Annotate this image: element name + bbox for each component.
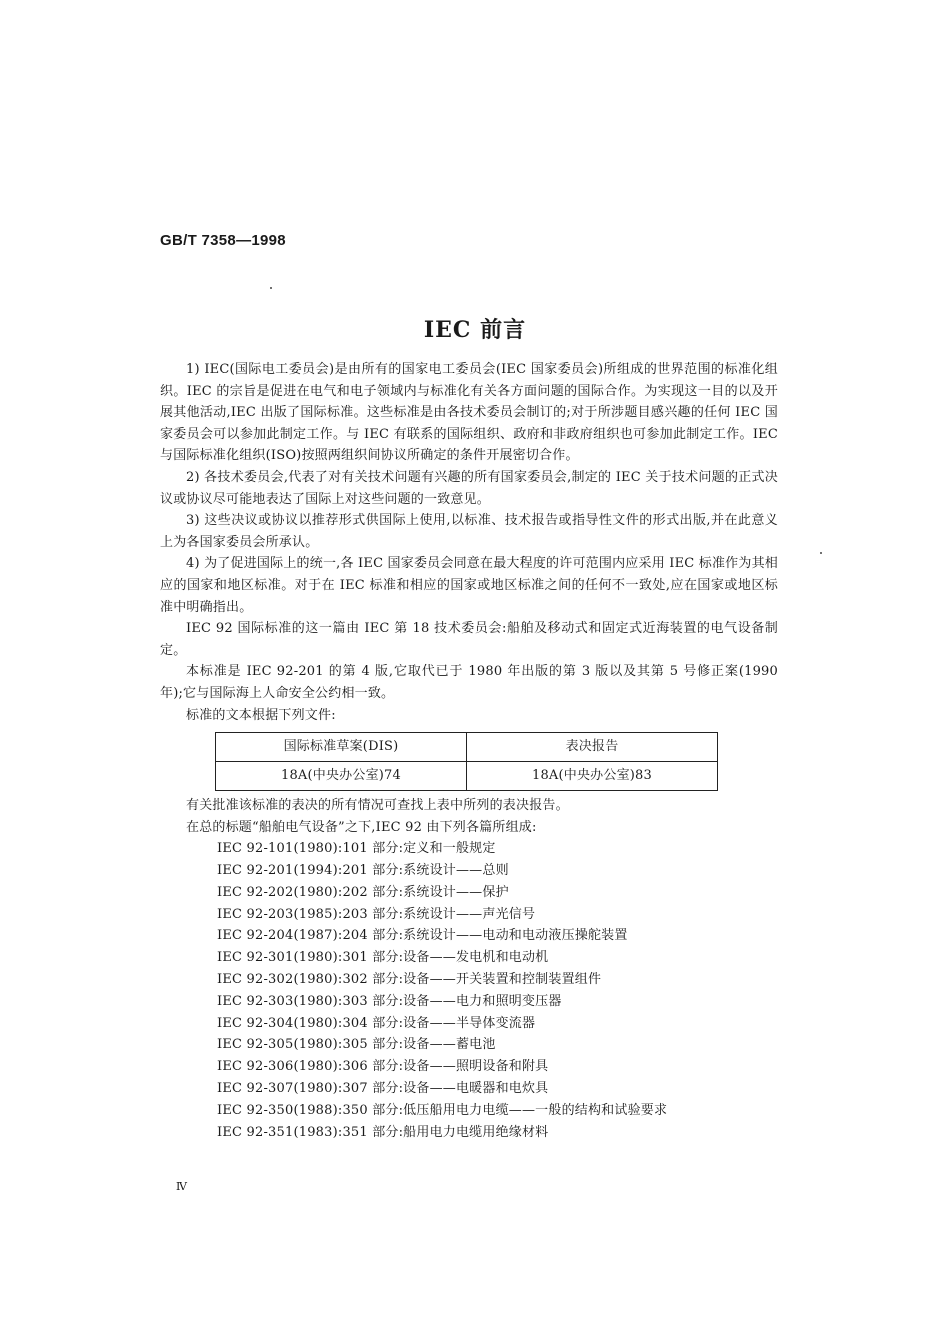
table-cell-dis: 18A(中央办公室)74 (216, 762, 467, 791)
list-item: IEC 92-304(1980):304 部分:设备——半导体变流器 (217, 1015, 536, 1031)
paragraph-2: 2) 各技术委员会,代表了对有关技术问题有兴趣的所有国家委员会,制定的 IEC 关于技术问题的正式决议或协议尽可能地表达了国际上对这些问题的一致意见。 (160, 469, 778, 507)
table-header-row (216, 733, 718, 762)
paragraph-6: 本标准是 IEC 92-201 的第 4 版,它取代已于 1980 年出版的第 3 版以及其第 5 号修正案(1990 年);它与国际海上人命安全公约相一致。 (160, 664, 778, 701)
list-item: IEC 92-302(1980):302 部分:设备——开关装置和控制装置组件 (217, 972, 602, 988)
table-header-vote-report: 表决报告 (467, 733, 718, 762)
list-item: IEC 92-204(1987):204 部分:系统设计——电动和电动液压操舵装置 (217, 928, 628, 944)
list-item: IEC 92-203(1985):203 部分:系统设计——声光信号 (217, 906, 536, 922)
list-item: IEC 92-307(1980):307 部分:设备——电暖器和电炊具 (217, 1081, 549, 1097)
list-item: IEC 92-305(1980):305 部分:设备——蓄电池 (217, 1037, 496, 1053)
list-item: IEC 92-202(1980):202 部分:系统设计——保护 (217, 884, 509, 900)
standard-code: GB/T 7358—1998 (160, 232, 286, 249)
paragraph-7: 标准的文本根据下列文件: (186, 707, 336, 723)
paragraph-3: 3) 这些决议或协议以推荐形式供国际上使用,以标准、技术报告或指导性文件的形式出版,并在此意义上为各国家委员会所承认。 (160, 513, 778, 550)
document-table (215, 732, 718, 791)
parts-list (160, 838, 778, 1143)
paragraph-9: 在总的标题“船舶电气设备”之下,IEC 92 由下列各篇所组成: (186, 819, 537, 835)
list-item: IEC 92-350(1988):350 部分:低压船用电力电缆——一般的结构和试验要求 (217, 1102, 668, 1118)
table-header-dis: 国际标准草案(DIS) (216, 733, 467, 762)
page-title: IEC 前言 (423, 317, 527, 343)
list-item: IEC 92-306(1980):306 部分:设备——照明设备和附具 (217, 1059, 549, 1075)
paragraph-4: 4) 为了促进国际上的统一,各 IEC 国家委员会同意在最大程度的许可范围内应采用 IEC 标准作为其相应的国家和地区标准。对于在 IEC 标准和相应的国家或地区标准之间的任何不一致处,应在国家或地区标准中明确指出。 (160, 556, 778, 615)
paragraph-8: 有关批准该标准的表决的所有情况可查找上表中所列的表决报告。 (186, 798, 569, 814)
list-item: IEC 92-301(1980):301 部分:设备——发电机和电动机 (217, 950, 549, 966)
page-number: Ⅳ (176, 1180, 187, 1193)
list-item: IEC 92-303(1980):303 部分:设备——电力和照明变压器 (217, 993, 562, 1009)
paragraph-5: IEC 92 国际标准的这一篇由 IEC 第 18 技术委员会:船舶及移动式和固定式近海装置的电气设备制定。 (160, 621, 778, 658)
foreword-body (160, 359, 778, 1143)
table-row (216, 762, 718, 791)
scan-speck (270, 287, 272, 289)
after-table-text (160, 795, 778, 838)
list-item: IEC 92-101(1980):101 部分:定义和一般规定 (217, 841, 496, 857)
paragraph-1: 1) IEC(国际电工委员会)是由所有的国家电工委员会(IEC 国家委员会)所组成的世界范围的标准化组织。IEC 的宗旨是促进在电气和电子领域内与标准化有关各方面问题的国际合作。为实现这一目的以及开展其他活动,IEC 出版了国际标准。这些标准是由各技术委员会制订的;对于所涉题目感兴趣的任何 IEC 国家委员会可以参加此制定工作。与 IEC 有联系的国际组织、政府和非政府组织也可参加此制定工作。IEC 与国际标准化组织(ISO)按照两组织间协议所确定的条件开展密切合作。 (160, 362, 778, 464)
scan-speck (820, 552, 822, 554)
table-cell-vote-report: 18A(中央办公室)83 (467, 762, 718, 791)
list-item: IEC 92-201(1994):201 部分:系统设计——总则 (217, 863, 509, 879)
list-item: IEC 92-351(1983):351 部分:船用电力电缆用绝缘材料 (217, 1124, 549, 1140)
